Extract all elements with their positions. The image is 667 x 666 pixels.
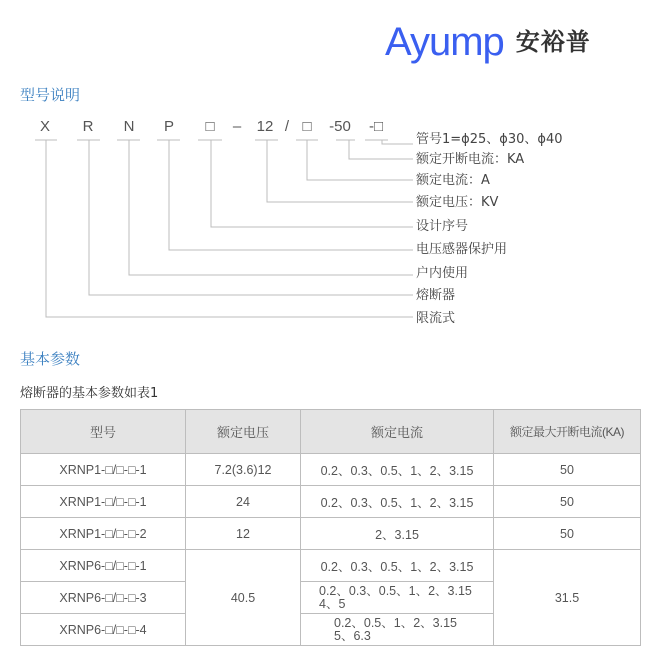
cell-current-line1: 0.2、0.3、0.5、1、2、3.15 [319,583,472,598]
cell-current: 0.2、0.3、0.5、1、2、3.15 [301,486,494,518]
table-row [21,486,641,518]
code-part-n: N [123,118,135,135]
cell-voltage-merged: 40.5 [186,550,301,646]
label-vt-protection: 电压感器保护用 [416,242,508,257]
label-tube-no: 管号1=ϕ25、ϕ30、ϕ40 [416,132,563,147]
cell-breaking: 50 [494,454,641,486]
table-row [21,550,641,582]
label-rated-voltage: 额定电压：KV [416,195,499,210]
params-table [20,409,641,646]
cell-current: 0.2、0.3、0.5、1、2、3.15 [301,550,494,582]
cell-model: XRNP1-□/□-□-1 [21,486,186,518]
logo-text-cn: 安裕普 [515,28,591,56]
cell-current-line2: 5、6.3 [334,628,371,643]
cell-breaking: 50 [494,486,641,518]
code-part-voltage: 12 [256,118,274,135]
cell-model: XRNP6-□/□-□-1 [21,550,186,582]
params-description: 熔断器的基本参数如表1 [20,386,159,401]
cell-breaking-merged: 31.5 [494,550,641,646]
header-max-breaking-current: 额定最大开断电流(KA) [494,410,641,454]
label-rated-current: 额定电流：A [416,173,490,188]
cell-current-line1: 0.2、0.5、1、2、3.15 [334,615,457,630]
header-model: 型号 [21,410,186,454]
code-part-p: P [163,118,175,135]
table-header-row [21,410,641,454]
cell-model: XRNP1-□/□-□-1 [21,454,186,486]
code-part-tube: -□ [368,118,384,135]
label-fuse: 熔断器 [416,288,456,303]
cell-breaking: 50 [494,518,641,550]
code-part-current: □ [302,118,312,135]
code-part-design-no: □ [205,118,215,135]
cell-voltage: 24 [186,486,301,518]
code-part-x: X [39,118,51,135]
code-part-breaking: -50 [329,118,351,135]
label-design-no: 设计序号 [416,219,469,234]
label-rated-breaking-current: 额定开断电流：KA [416,152,525,167]
logo-text-en: Ayump [385,20,504,64]
cell-model: XRNP6-□/□-□-4 [21,614,186,646]
table-row [21,454,641,486]
cell-current: 0.2、0.3、0.5、1、2、3.15 [301,454,494,486]
header-rated-current: 额定电流 [301,410,494,454]
cell-current [301,582,494,614]
cell-model: XRNP6-□/□-□-3 [21,582,186,614]
code-part-dash: – [232,118,242,135]
cell-current-line2: 4、5 [319,596,346,611]
cell-model: XRNP1-□/□-□-2 [21,518,186,550]
model-section-title: 型号说明 [20,86,81,104]
table-row [21,518,641,550]
cell-current [301,614,494,646]
cell-voltage: 12 [186,518,301,550]
label-current-limiting: 限流式 [416,311,456,326]
cell-current: 2、3.15 [301,518,494,550]
code-part-r: R [82,118,94,135]
label-indoor: 户内使用 [416,266,469,281]
params-section-title: 基本参数 [20,350,81,368]
header-rated-voltage: 额定电压 [186,410,301,454]
cell-voltage: 7.2(3.6)12 [186,454,301,486]
code-part-slash: / [284,118,290,135]
